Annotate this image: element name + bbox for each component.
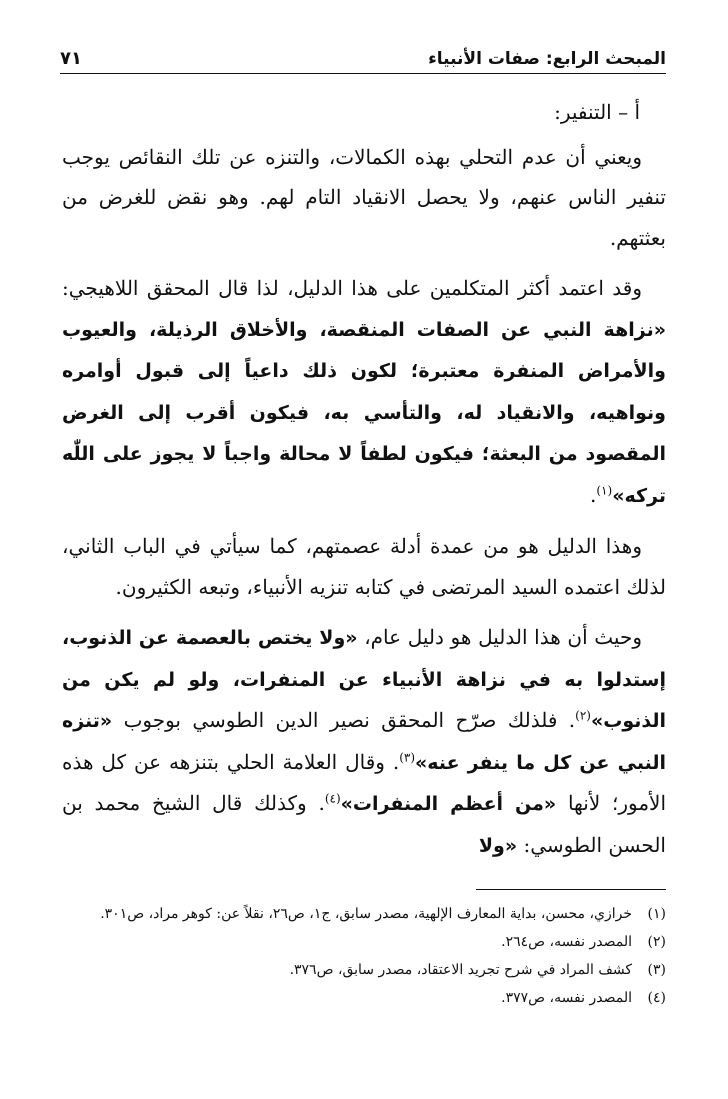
lahiji-quote: «نزاهة النبي عن الصفات المنقصة، والأخلاق الرذيلة، والعيوب والأمراض المنفرة معتبرة؛ لكون ذلك داعياً إلى قبول أوامره ونواهيه، والانقياد له، والتأسي به، فيكون أقرب إلى الغرض المقصود من البعثة؛ فيكون لطفاً لا محالة واجباً لا يجوز على اللّٰه تركه» — [62, 318, 666, 507]
paragraph-2-end: . — [590, 482, 597, 507]
footnote-text: المصدر نفسه، ص٣٧٧. — [501, 990, 632, 1006]
page-header — [60, 36, 666, 74]
footnote-text: كشف المراد في شرح تجريد الاعتقاد، مصدر سابق، ص٣٧٦. — [289, 962, 632, 978]
tusi-quote: «تنزه النبي عن كل ما ينفر عنه» — [62, 710, 666, 774]
general-proof-quote: «ولا يختص بالعصمة عن الذنوب، إستدلوا به في نزاهة الأنبياء عن المنفرات، ولو لم يكن من الذنوب» — [62, 627, 666, 732]
paragraph-2-lead: وقد اعتمد أكثر المتكلمين على هذا الدليل، لذا قال المحقق اللاهيجي: — [62, 276, 642, 300]
footnote-number: (٣) — [647, 962, 666, 978]
footnote-number: (٢) — [647, 934, 666, 950]
paragraph-4-mid-1: . فلذلك صرّح المحقق نصير الدين الطوسي بوجوب — [112, 708, 576, 732]
footnote-number: (٤) — [647, 990, 666, 1006]
footnote-2 — [62, 928, 666, 956]
footnote-text: خرازي، محسن، بداية المعارف الإلهية، مصدر سابق، ج١، ص٢٦، نقلاً عن: كوهر مراد، ص٣٠١. — [100, 906, 632, 922]
footnote-3 — [62, 956, 666, 984]
paragraph-4-lead: وحيث أن هذا الدليل هو دليل عام، — [357, 625, 642, 649]
paragraph-4-mid-2: . وقال العلامة الحلي بتنزهه عن كل هذه الأمور؛ لأنها — [62, 749, 667, 815]
running-title: المبحث الرابع: صفات الأنبياء — [428, 49, 666, 69]
footnote-ref-3[interactable]: (٣) — [399, 749, 416, 764]
paragraph-4 — [62, 617, 666, 866]
footnote-text: المصدر نفسه، ص٢٦٤. — [501, 934, 632, 950]
paragraph-3: وهذا الدليل هو من عمدة أدلة عصمتهم، كما سيأتي في الباب الثاني، لذلك اعتمده السيد المرتضى في كتابه تنزيه الأنبياء، وتبعه الكثيرون. — [62, 534, 666, 599]
paragraph-2 — [62, 268, 666, 516]
paragraph-4-mid-3: . وكذلك قال الشيخ محمد بن الحسن الطوسي: — [62, 791, 666, 857]
page-number: ٧١ — [60, 48, 82, 69]
footnote-ref-2[interactable]: (٢) — [575, 708, 591, 723]
tusi-shaykh-quote: «ولا — [478, 834, 518, 857]
section-subheading: أ – التنفير: — [554, 100, 640, 124]
footnote-divider — [476, 889, 666, 890]
footnote-ref-4[interactable]: (٤) — [324, 791, 341, 806]
footnote-number: (١) — [647, 906, 666, 922]
footnote-4 — [62, 984, 666, 1012]
paragraph-1: ويعني أن عدم التحلي بهذه الكمالات، والتنزه عن تلك النقائص يوجب تنفير الناس عنهم، ولا يحصل الانقياد التام لهم. وهو نقض للغرض من بعثتهم. — [62, 144, 666, 250]
footnotes — [62, 900, 666, 1012]
hilli-quote: «من أعظم المنفرات» — [340, 793, 557, 815]
main-text — [62, 92, 666, 876]
footnote-ref-1[interactable]: (١) — [596, 482, 613, 497]
footnote-1 — [62, 900, 666, 928]
